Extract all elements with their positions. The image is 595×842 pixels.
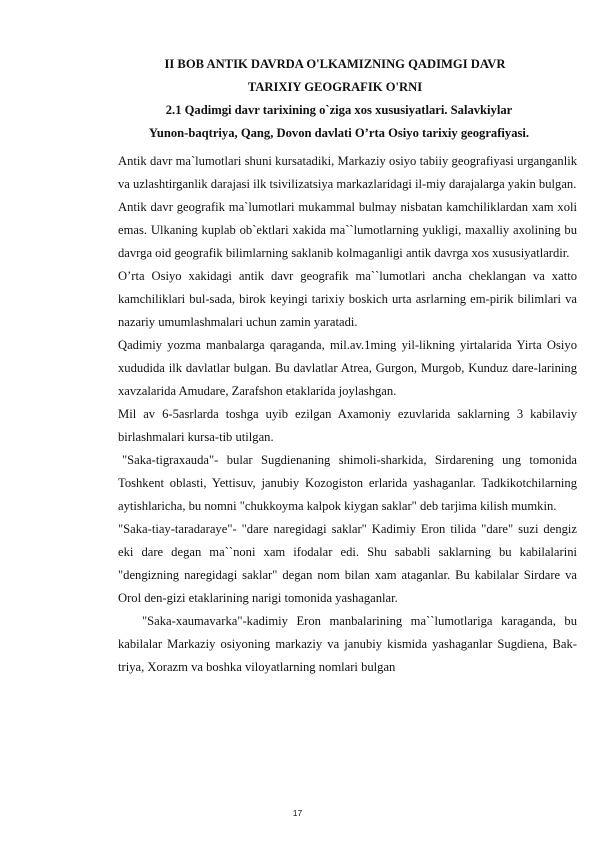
chapter-heading-line-1: II BOB ANTIK DAVRDA O'LKAMIZNING QADIMGI DAVR [164, 57, 506, 71]
chapter-heading-line-2: TARIXIY GEOGRAFIK O'RNI [247, 80, 423, 94]
paragraph-saka-tiay-taradaraye: "Saka-tiay-taradaraye"- "dare naregidagi saklar" Kadimiy Eron tilida "dare" suzi dengiz eki dare degan ma``noni xam ifodalar edi. Shu sababli saklarning bu kabilalarini "dengizning naregidagi saklar" degan nom bilan xam ataganlar. Bu kabilalar Sirdare va Orol den-gizi etaklarining narigi tomonida yashaganlar. [118, 522, 577, 605]
paragraph-axamoniy: Mil av 6-5asrlarda toshga uyib ezilgan Axamoniy ezuvlarida saklarning 3 kabilaviy birlashmalari kursa-tib utilgan. [118, 407, 577, 444]
paragraph-antik-davr-2: Antik davr geografik ma`lumotlari mukammal bulmay nisbatan kamchiliklardan xam xoli emas. Ulkaning kuplab ob`ektlari xakida ma``lumotlarning yukligi, maxalliy axolining bu davrga oid geografik bilimlarning saklanib kolmaganligi antik davrga xos xususiyatlardir. [118, 200, 577, 260]
paragraph-saka-tigraxauda: "Saka-tigraxauda"- bular Sugdienaning shimoli-sharkida, Sirdarening ung tomonida Toshkent oblasti, Yettisuv, janubiy Kozogiston erlarida yashaganlar. Tadkikotchilarning aytishlaricha, bu nomni "chukkoyma kalpok kiygan saklar" deb tarjima kilish mumkin. [118, 453, 577, 513]
paragraph-saka-xaumavarka: "Saka-xaumavarka"-kadimiy Eron manbalarining ma``lumotlariga karaganda, bu kabilalar Markaziy osiyoning markaziy va janubiy kismida yashaganlar Sugdiena, Bak-triya, Xorazm va boshka viloyatlarning nomlari bulgan [118, 614, 577, 674]
section-heading [100, 99, 578, 145]
section-heading-line-2: Yunon-baqtriya, Qang, Dovon davlati O’rta Osiyo tarixiy geografiyasi. [148, 126, 530, 140]
chapter-heading [100, 53, 570, 99]
section-heading-line-1: 2.1 Qadimgi davr tarixining o`ziga xos xususiyatlari. Salavkiylar [165, 103, 513, 117]
paragraph-qadimiy-yozma: Qadimiy yozma manbalarga qaraganda, mil.av.1ming yil-likning yirtalarida Yirta Osiyo xududida ilk davlatlar bulgan. Bu davlatlar Atrea, Gurgon, Murgob, Kunduz dare-larining xavzalarida Amudare, Zarafshon etaklarida joylashgan. [118, 338, 577, 398]
body-text [118, 150, 577, 679]
page-number: 17 [292, 808, 303, 818]
paragraph-antik-davr-1: Antik davr ma`lumotlari shuni kursatadiki, Markaziy osiyo tabiiy geografiyasi urganganlik va uzlashtirganlik darajasi ilk tsivilizatsiya markazlaridagi il-miy darajalarga yakin bulgan. [118, 154, 577, 191]
paragraph-orta-osiyo: O’rta Osiyo xakidagi antik davr geografik ma``lumotlari ancha cheklangan va xatto kamchiliklari bul-sada, birok keyingi tarixiy boskich urta asrlarning em-pirik bilimlari va nazariy umumlashmalari uchun zamin yaratadi. [118, 269, 577, 329]
